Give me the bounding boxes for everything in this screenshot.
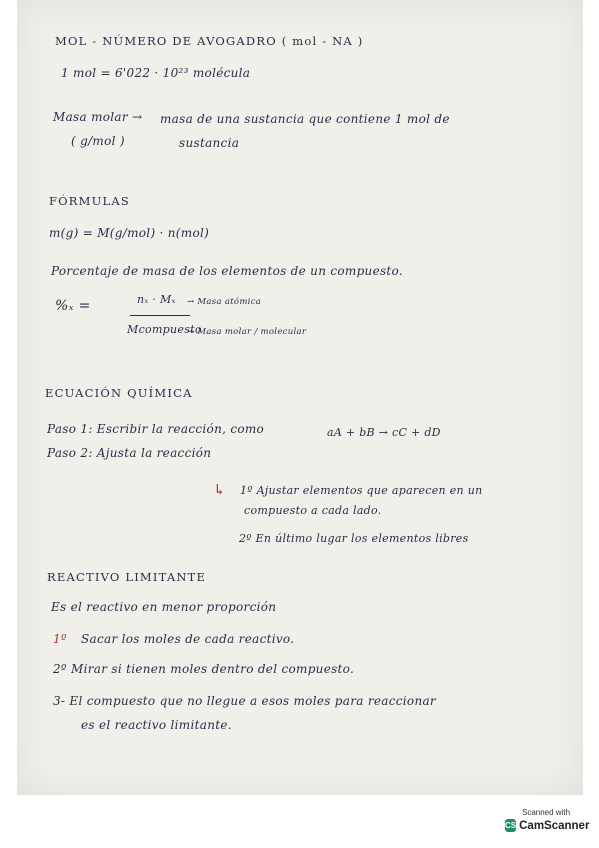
heading-chemical-equation: ECUACIÓN QUÍMICA: [45, 386, 193, 400]
molar-mass-definition-cont: sustancia: [179, 136, 240, 150]
camscanner-brand: CamScanner: [519, 819, 590, 832]
denominator-note: → Masa molar / molecular: [187, 327, 307, 337]
notebook-page: [17, 0, 583, 795]
limiting-step-1: Sacar los moles de cada reactivo.: [81, 632, 295, 646]
step-2: Paso 2: Ajusta la reacción: [47, 446, 212, 460]
heading-limiting-reagent: REACTIVO LIMITANTE: [47, 570, 207, 584]
molar-mass-units: ( g/mol ): [71, 134, 125, 148]
mass-formula: m(g) = M(g/mol) · n(mol): [49, 226, 210, 240]
heading-mol-avogadro: MOL - NÚMERO DE AVOGADRO ( mol - NA ): [55, 34, 364, 48]
adjust-step-1-cont: compuesto a cada lado.: [244, 504, 382, 517]
step-1: Paso 1: Escribir la reacción, como: [47, 422, 265, 436]
scanned-with-label: Scanned with: [521, 808, 571, 817]
molar-mass-label: Masa molar →: [53, 110, 143, 124]
numerator-note: → Masa atómica: [187, 297, 262, 307]
general-reaction: aA + bB → cC + dD: [327, 426, 441, 439]
camscanner-logo-icon: CS: [505, 821, 517, 830]
brand-row: [505, 819, 590, 832]
fraction-denominator: Mcompuesto: [127, 323, 202, 336]
fraction-bar: [130, 315, 190, 316]
adjust-step-2: 2º En último lugar los elementos libres: [239, 532, 469, 545]
camscanner-watermark: [505, 808, 590, 840]
limiting-definition: Es el reactivo en menor proporción: [51, 600, 277, 614]
limiting-step-3: 3- El compuesto que no llegue a esos moles para reaccionar: [53, 694, 436, 708]
percent-label: %ₓ =: [55, 298, 91, 314]
limiting-step-3-cont: es el reactivo limitante.: [81, 718, 232, 732]
adjust-step-1: 1º Ajustar elementos que aparecen en un: [240, 484, 483, 497]
percentage-title: Porcentaje de masa de los elementos de un compuesto.: [51, 264, 403, 278]
heading-formulas: FÓRMULAS: [49, 194, 130, 208]
mol-definition: 1 mol = 6'022 · 10²³ molécula: [61, 66, 251, 80]
step-number-1: 1º: [53, 632, 67, 646]
molar-mass-definition: masa de una sustancia que contiene 1 mol de: [160, 112, 450, 126]
fraction-numerator: nₓ · Mₓ: [137, 293, 176, 306]
limiting-step-2: 2º Mirar si tienen moles dentro del compuesto.: [53, 662, 355, 676]
arrow-icon: ↳: [213, 481, 226, 499]
